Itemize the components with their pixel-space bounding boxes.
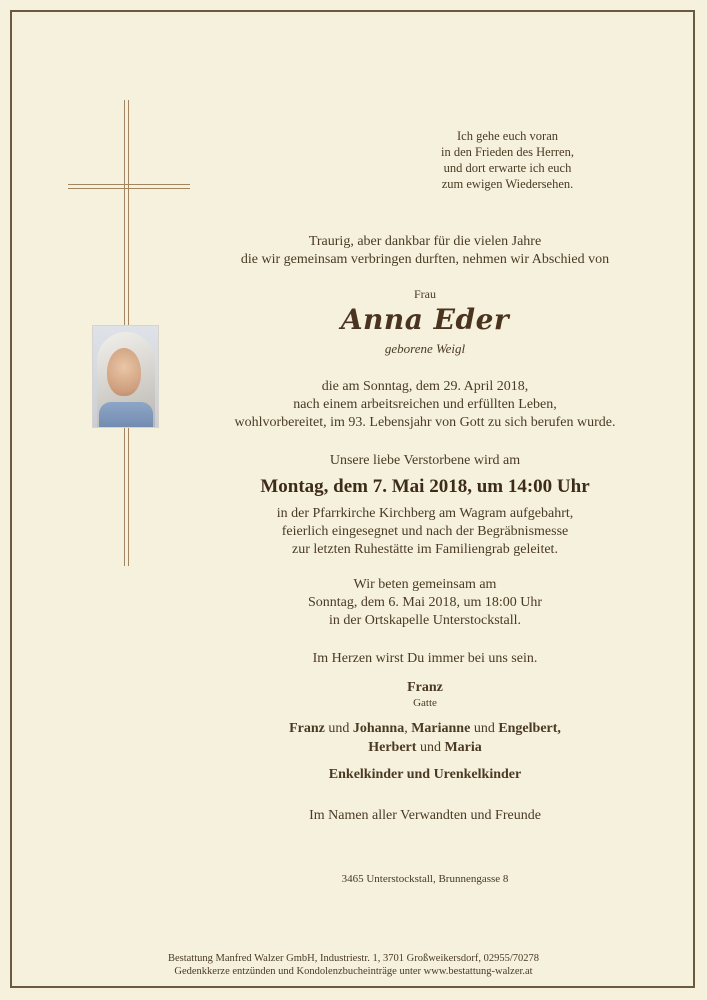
name-separator: und bbox=[324, 721, 353, 736]
deceased-name: Anna Eder bbox=[340, 303, 510, 336]
intro-line: Traurig, aber dankbar für die vielen Jahre bbox=[308, 234, 542, 249]
death-line: die am Sonntag, dem 29. April 2018, bbox=[321, 379, 529, 394]
intro-line: die wir gemeinsam verbringen durften, nehmen wir Abschied von bbox=[240, 252, 610, 267]
bible-quote bbox=[430, 128, 585, 192]
spouse-role: Gatte bbox=[413, 697, 437, 709]
name-separator: , bbox=[557, 721, 561, 736]
child-name: Franz bbox=[289, 721, 325, 736]
quote-line: Ich gehe euch voran bbox=[457, 129, 558, 143]
birth-name: geborene Weigl bbox=[384, 341, 466, 356]
footer-line: Gedenkkerze entzünden und Kondolenzbucheinträge unter www.bestattung-walzer.at bbox=[174, 966, 533, 977]
footer bbox=[0, 952, 707, 978]
prayer-line: Wir beten gemeinsam am bbox=[353, 577, 497, 592]
children-line-1 bbox=[200, 720, 650, 738]
children-line-2 bbox=[200, 739, 650, 757]
child-name: Maria bbox=[444, 740, 482, 755]
name-separator: und bbox=[416, 740, 445, 755]
funeral-date: Montag, dem 7. Mai 2018, um 14:00 Uhr bbox=[260, 476, 590, 497]
death-text bbox=[200, 378, 650, 432]
grandchildren-line: Enkelkinder und Urenkelkinder bbox=[328, 767, 522, 782]
salutation: Frau bbox=[414, 287, 436, 301]
madonna-face bbox=[107, 348, 141, 396]
madonna-image bbox=[92, 325, 159, 428]
funeral-line: in der Pfarrkirche Kirchberg am Wagram aufgebahrt, bbox=[276, 506, 574, 521]
child-name: Herbert bbox=[368, 740, 417, 755]
death-line: nach einem arbeitsreichen und erfüllten Leben, bbox=[293, 397, 557, 412]
prayer-text bbox=[200, 576, 650, 630]
quote-line: in den Frieden des Herren, bbox=[441, 145, 574, 159]
child-name: Marianne bbox=[411, 721, 471, 736]
spouse-name: Franz bbox=[407, 680, 443, 695]
name-separator: , bbox=[404, 721, 412, 736]
cross-icon-horizontal-bottom bbox=[68, 188, 190, 189]
funeral-line: feierlich eingesegnet und nach der Begräbnismesse bbox=[281, 524, 569, 539]
intro-text bbox=[200, 233, 650, 269]
prayer-line: in der Ortskapelle Unterstockstall. bbox=[328, 613, 522, 628]
death-line: wohlvorbereitet, im 93. Lebensjahr von Gott zu sich berufen wurde. bbox=[234, 415, 616, 430]
relatives-line: Im Namen aller Verwandten und Freunde bbox=[309, 808, 541, 823]
child-name: Johanna bbox=[352, 721, 405, 736]
funeral-intro: Unsere liebe Verstorbene wird am bbox=[329, 453, 521, 468]
prayer-line: Sonntag, dem 6. Mai 2018, um 18:00 Uhr bbox=[307, 595, 543, 610]
funeral-line: zur letzten Ruhestätte im Familiengrab geleitet. bbox=[292, 542, 558, 557]
madonna-robe bbox=[99, 402, 153, 428]
name-separator: und bbox=[470, 721, 499, 736]
child-name: Engelbert bbox=[498, 721, 558, 736]
memory-line: Im Herzen wirst Du immer bei uns sein. bbox=[312, 651, 538, 666]
quote-line: und dort erwarte ich euch bbox=[443, 161, 572, 175]
footer-line: Bestattung Manfred Walzer GmbH, Industriestr. 1, 3701 Großweikersdorf, 02955/70278 bbox=[167, 953, 540, 964]
page-frame bbox=[10, 10, 695, 988]
quote-line: zum ewigen Wiedersehen. bbox=[441, 177, 574, 191]
address: 3465 Unterstockstall, Brunnengasse 8 bbox=[341, 873, 509, 885]
funeral-text bbox=[200, 505, 650, 559]
cross-icon-horizontal-top bbox=[68, 184, 190, 185]
